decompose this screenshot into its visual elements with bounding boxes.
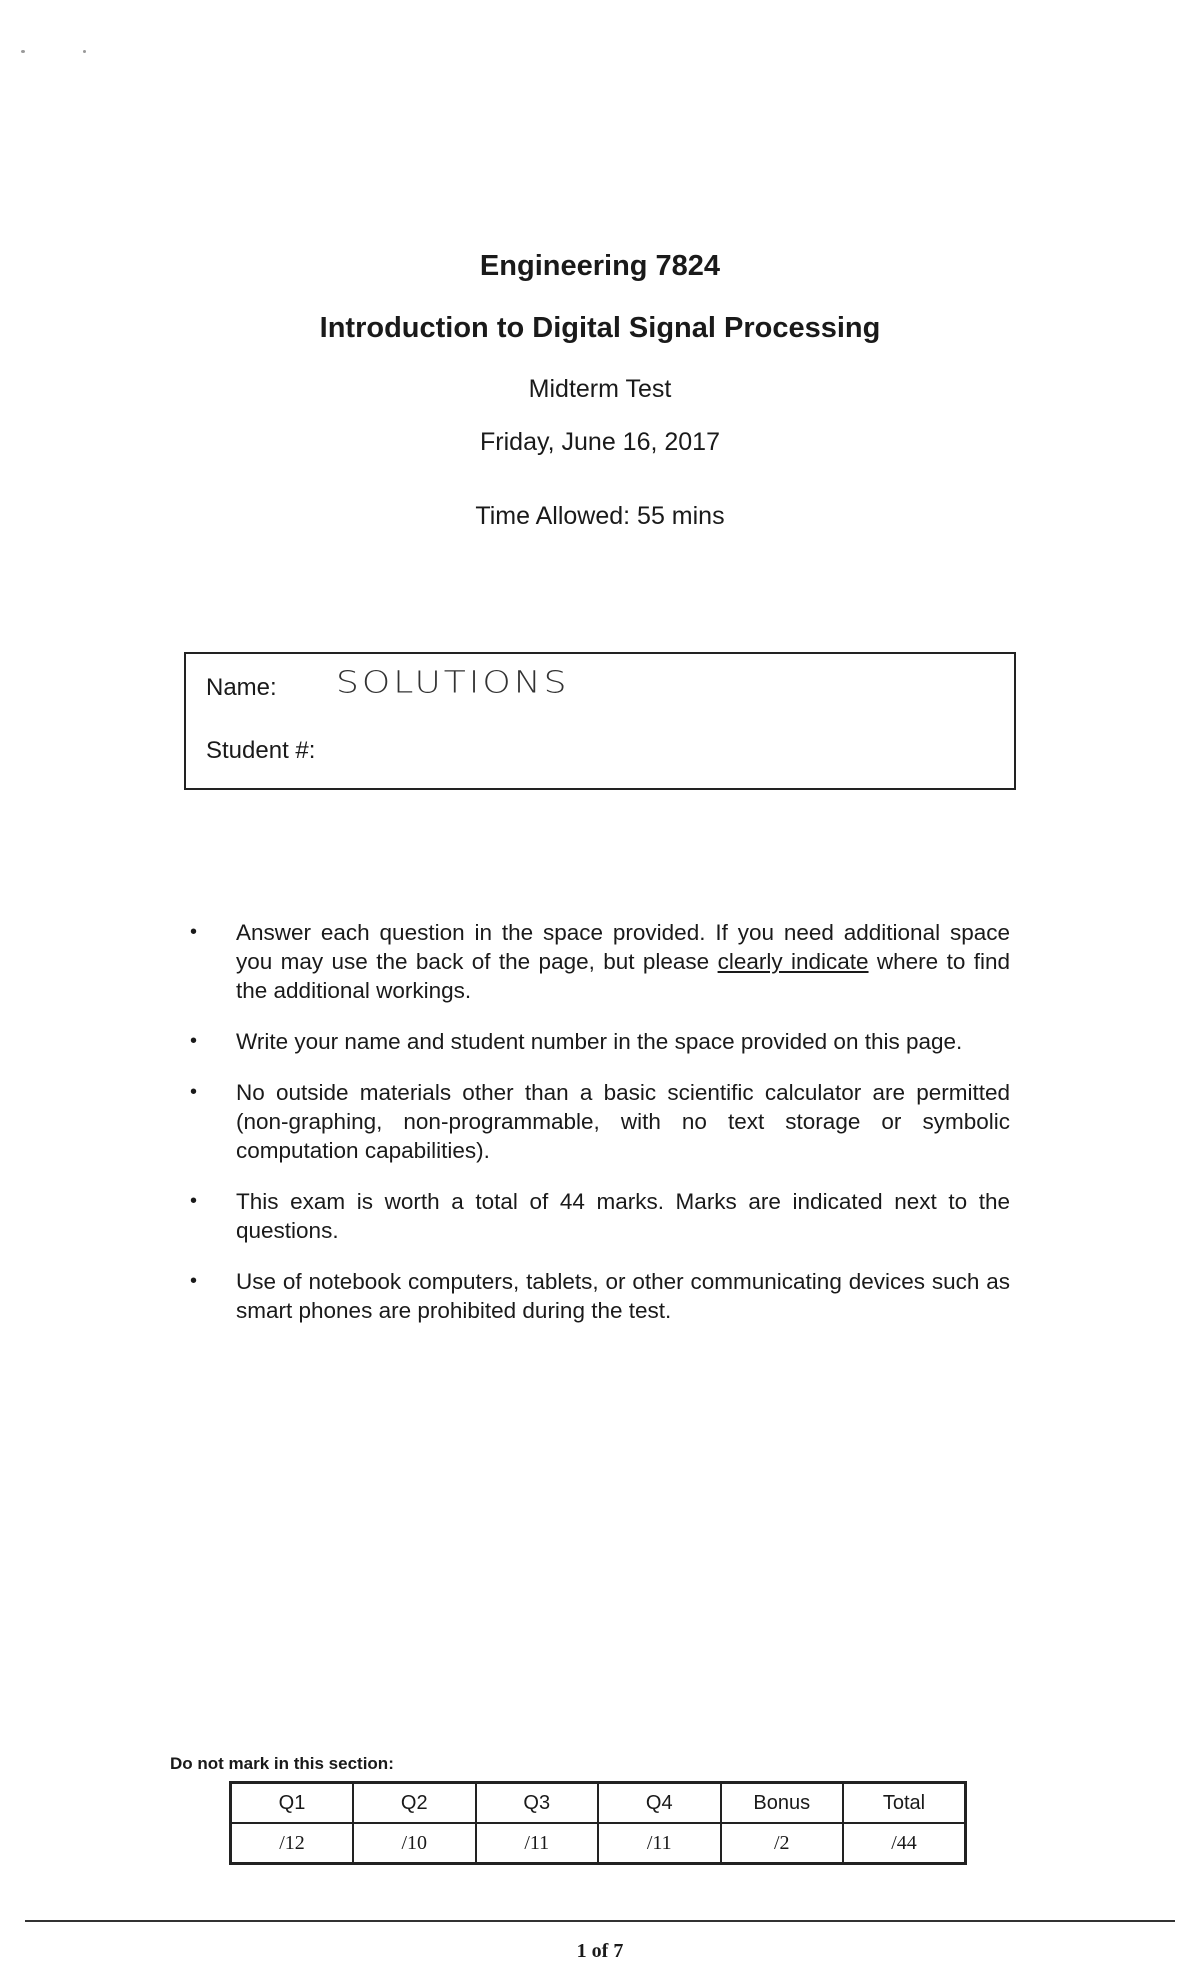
instruction-text: where to find the additional workings. bbox=[236, 949, 1010, 1003]
page-number: 1 of 7 bbox=[576, 1940, 624, 1962]
marks-header-row bbox=[231, 1783, 966, 1824]
exam-type: Midterm Test bbox=[528, 375, 672, 403]
marks-value-cell: /44 bbox=[843, 1823, 966, 1864]
student-id-box bbox=[184, 652, 1016, 790]
footer-divider bbox=[25, 1920, 1175, 1922]
instruction-text: Answer each question in the space provided. If you need additional space you may use the back of the page, but please bbox=[236, 920, 1010, 974]
student-number-label: Student #: bbox=[206, 737, 316, 764]
instruction-emphasis: clearly indicate bbox=[717, 949, 869, 974]
course-title: Introduction to Digital Signal Processing bbox=[319, 312, 881, 344]
instruction-item bbox=[190, 918, 1010, 1005]
time-allowed: Time Allowed: 55 mins bbox=[475, 502, 725, 530]
handwritten-name: SOLUTIONS bbox=[336, 665, 570, 700]
scan-speck bbox=[83, 50, 86, 53]
marks-value-cell: /11 bbox=[476, 1823, 599, 1864]
name-label: Name: bbox=[206, 674, 277, 701]
marks-value-cell: /2 bbox=[721, 1823, 844, 1864]
marks-header-cell: Q2 bbox=[353, 1783, 476, 1824]
marks-header-cell: Total bbox=[843, 1783, 966, 1824]
scan-speck bbox=[21, 50, 25, 53]
instructions-list bbox=[190, 918, 1010, 1347]
marks-section-label: Do not mark in this section: bbox=[170, 1754, 394, 1773]
marks-header-cell: Q4 bbox=[598, 1783, 721, 1824]
instruction-item: • This exam is worth a total of 44 marks. Marks are indicated next to the questions. bbox=[190, 1187, 1010, 1245]
instruction-item: • Use of notebook computers, tablets, or other communicating devices such as smart phones are prohibited during the test. bbox=[190, 1267, 1010, 1325]
marks-value-cell: /11 bbox=[598, 1823, 721, 1864]
instruction-item: • No outside materials other than a basic scientific calculator are permitted (non-graphing, non-programmable, with no text storage or symbolic computation capabilities). bbox=[190, 1078, 1010, 1165]
marks-header-cell: Q3 bbox=[476, 1783, 599, 1824]
marks-value-cell: /12 bbox=[231, 1823, 354, 1864]
marks-value-row bbox=[231, 1823, 966, 1864]
marks-header-cell: Bonus bbox=[721, 1783, 844, 1824]
marks-value-cell: /10 bbox=[353, 1823, 476, 1864]
instruction-item: • Write your name and student number in the space provided on this page. bbox=[190, 1027, 1010, 1056]
marks-header-cell: Q1 bbox=[231, 1783, 354, 1824]
exam-date: Friday, June 16, 2017 bbox=[480, 428, 720, 456]
marks-table bbox=[229, 1781, 967, 1865]
course-code: Engineering 7824 bbox=[479, 250, 721, 282]
